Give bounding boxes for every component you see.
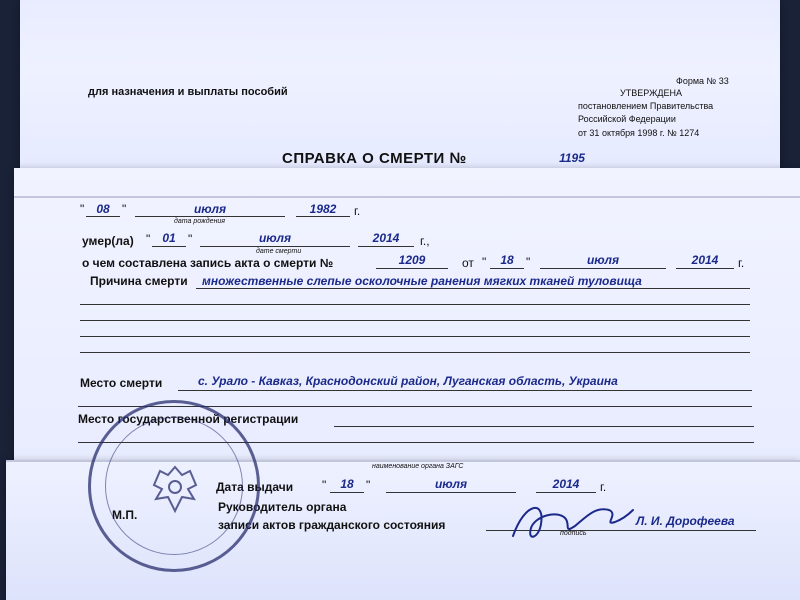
approved-by-2: Российской Федерации [578, 114, 676, 124]
purpose-text: для назначения и выплаты пособий [88, 86, 288, 98]
record-number: 1209 [398, 253, 426, 267]
signature [505, 492, 635, 552]
death-day: 01 [162, 231, 176, 245]
place-of-death-value: с. Урало - Кавказ, Краснодонский район, Луганская область, Украина [198, 374, 618, 388]
head-line-2: записи актов гражданского состояния [218, 518, 446, 532]
place-of-death-label: Место смерти [80, 376, 163, 390]
birth-month: июля [193, 202, 227, 216]
approved-label: УТВЕРЖДЕНА [620, 88, 683, 98]
death-year: 2014 [372, 231, 400, 245]
head-line-1: Руководитель органа [218, 500, 347, 514]
death-month: июля [258, 231, 292, 245]
issue-label: Дата выдачи [216, 480, 294, 494]
record-day: 18 [500, 253, 514, 267]
page-title: СПРАВКА О СМЕРТИ № [282, 150, 467, 167]
issue-day: 18 [340, 477, 354, 491]
mp-label: М.П. [112, 508, 138, 522]
head-name: Л. И. Дорофеева [636, 514, 735, 528]
approved-by-1: постановлением Правительства [578, 101, 714, 111]
registration-label: Место государственной регистрации [78, 412, 299, 426]
birth-day: 08 [96, 202, 110, 216]
signature-caption: подпись [560, 530, 587, 537]
birth-year: 1982 [309, 202, 337, 216]
certificate-number: 1195 [559, 151, 585, 165]
death-caption: дате смерти [256, 248, 302, 255]
record-label: о чем составлена запись акта о смерти № [82, 256, 334, 270]
registration-caption: наименование органа ЗАГС [372, 463, 464, 470]
death-label: умер(ла) [82, 234, 134, 248]
cause-value: множественные слепые осколочные ранения мягких тканей туловища [202, 274, 642, 288]
record-year: 2014 [691, 253, 719, 267]
issue-month: июля [434, 477, 468, 491]
cause-label: Причина смерти [90, 274, 188, 288]
coat-of-arms-icon [140, 455, 210, 525]
approved-date: от 31 октября 1998 г. № 1274 [578, 128, 700, 138]
document-scene: для назначения и выплаты пособий Форма № 33 УТВЕРЖДЕНА постановлением Правительства Российской Федерации от 31 октября 1998 г. № 1274 СПРАВКА О СМЕРТИ № 1195 " 08 " июля 1982 г. дата рождения умер(ла) " 01 " июля 2014 г., дате смерти о чем составлена запись акта о смерти № 1209 от " 18 " июля 2014 г. Причина смерти множественные слепые осколочные ранения мягких тканей туловища Место смерти с. Урало - Кавказ, Краснодонский район, Луганская область, Украина Место государственной регистрации наименование органа ЗАГС Дата выдачи " 18 " июля 2014 г. Руководитель органа М.П. записи актов гражданского состояния подпись Л. И. Дорофеева [0, 0, 800, 600]
record-month: июля [586, 253, 620, 267]
birth-caption: дата рождения [174, 218, 226, 225]
form-number: Форма № 33 [676, 76, 729, 86]
issue-year: 2014 [552, 477, 580, 491]
